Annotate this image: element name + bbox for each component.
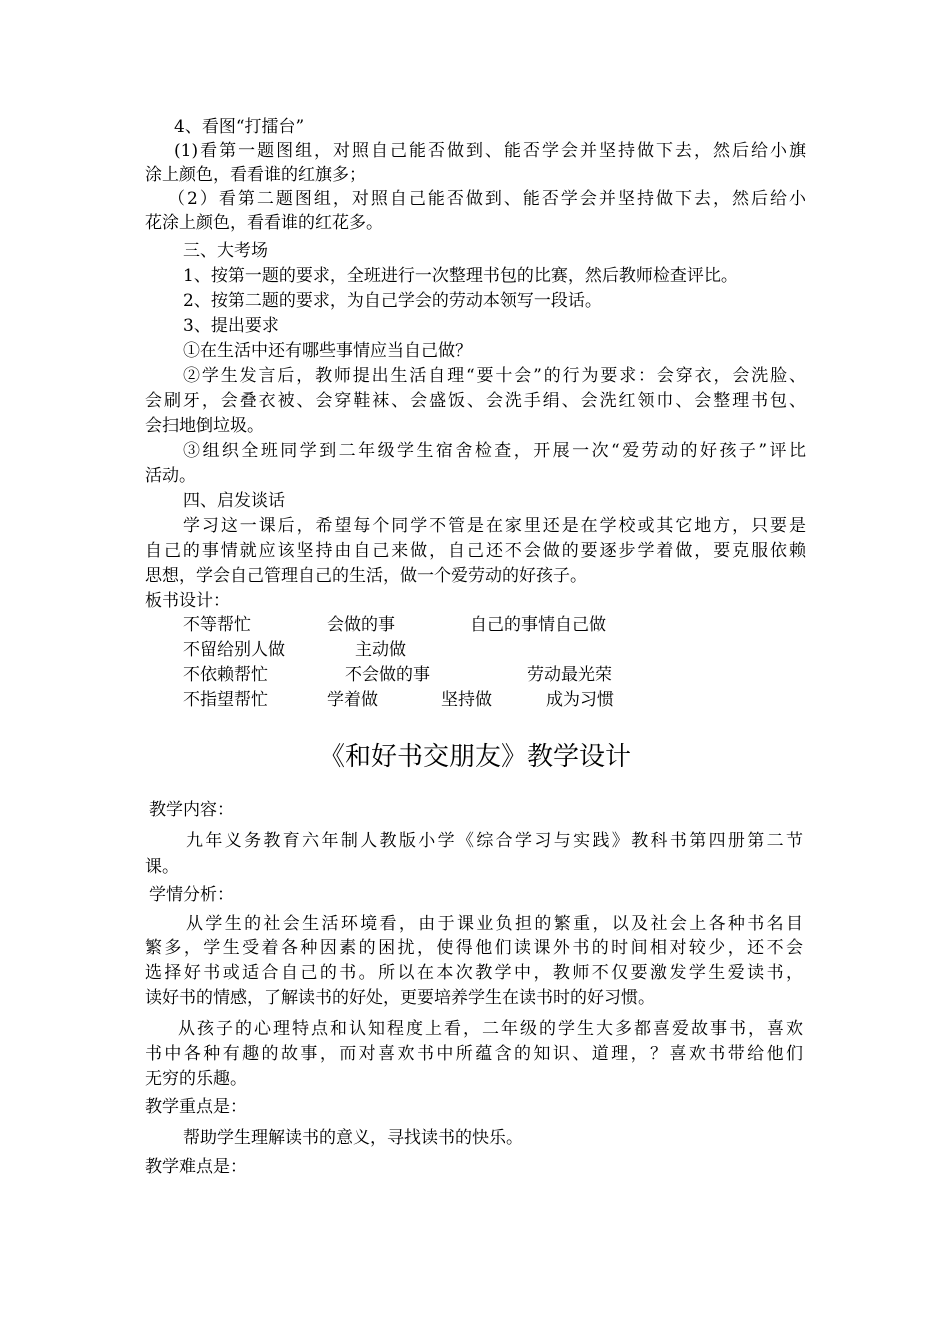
key-point-text: 帮助学生理解读书的意义，寻找读书的快乐。	[183, 1128, 523, 1148]
content-line2: 课。	[145, 857, 179, 877]
key-point-label: 教学重点是：	[145, 1097, 247, 1117]
board-cell: 不依赖帮忙	[183, 665, 268, 685]
analysis-p1-line4: 读好书的情感，了解读书的好处，更要培养学生在读书时的好习惯。	[145, 988, 655, 1008]
part3-item1: 1、按第一题的要求，全班进行一次整理书包的比赛，然后教师检查评比。	[183, 266, 738, 286]
part3-item2: 2、按第二题的要求，为自己学会的劳动本领写一段话。	[183, 291, 602, 311]
board-cell: 劳动最光荣	[527, 665, 612, 685]
requirement-2-line2: 会刷牙，会叠衣被、会穿鞋袜、会盛饭、会洗手绢、会洗红领巾、会整理书包、	[145, 391, 806, 411]
board-cell: 成为习惯	[546, 690, 614, 710]
item4-heading: 4、看图“打擂台”	[174, 117, 305, 137]
requirement-3-line2: 活动。	[145, 466, 196, 486]
requirement-3-line1: ③组织全班同学到二年级学生宿舍检查，开展一次“爱劳动的好孩子”评比	[183, 441, 806, 461]
board-cell: 不等帮忙	[183, 615, 251, 635]
item4-sub2-line1: （2）看第二题图组，对照自己能否做到、能否学会并坚持做下去，然后给小	[168, 189, 806, 209]
analysis-p2-line1: 从孩子的心理特点和认知程度上看，二年级的学生大多都喜爱故事书，喜欢	[178, 1019, 803, 1039]
board-cell: 主动做	[355, 640, 406, 660]
requirement-2-line3: 会扫地倒垃圾。	[145, 416, 264, 436]
analysis-p1-line1: 从学生的社会生活环境看，由于课业负担的繁重，以及社会上各种书名目	[186, 914, 803, 934]
board-cell: 学着做	[327, 690, 378, 710]
board-cell: 坚持做	[441, 690, 492, 710]
analysis-p1-line3: 选择好书或适合自己的书。所以在本次教学中，教师不仅要激发学生爱读书，	[145, 963, 803, 983]
analysis-label: 学情分析：	[149, 885, 234, 905]
requirement-1: ①在生活中还有哪些事情应当自己做？	[183, 341, 472, 361]
requirement-2-line1: ②学生发言后，教师提出生活自理“要十会”的行为要求：会穿衣，会洗脸、	[183, 366, 806, 386]
board-cell: 不指望帮忙	[183, 690, 268, 710]
board-cell: 不留给别人做	[183, 640, 285, 660]
talk-line3: 思想，学会自己管理自己的生活，做一个爱劳动的好孩子。	[145, 566, 587, 586]
part3-item3: 3、提出要求	[183, 316, 279, 336]
talk-line2: 自己的事情就应该坚持由自己来做，自己还不会做的要逐步学着做，要克服依赖	[145, 541, 806, 561]
lesson-title: 《和好书交朋友》教学设计	[318, 742, 631, 772]
board-cell: 会做的事	[327, 615, 395, 635]
content-line1: 九年义务教育六年制人教版小学《综合学习与实践》教科书第四册第二节	[186, 831, 803, 851]
part4-heading: 四、启发谈话	[183, 491, 285, 511]
analysis-p1-line2: 繁多，学生受着各种因素的困扰，使得他们读课外书的时间相对较少，还不会	[145, 938, 803, 958]
analysis-p2-line3: 无穷的乐趣。	[145, 1069, 247, 1089]
item4-sub2-line2: 花涂上颜色，看看谁的红花多。	[145, 213, 383, 233]
item4-sub1-line2: 涂上颜色，看看谁的红旗多；	[145, 165, 366, 185]
difficulty-label: 教学难点是：	[145, 1157, 247, 1177]
content-label: 教学内容：	[149, 800, 234, 820]
item4-sub1-line1: (1)看第一题图组，对照自己能否做到、能否学会并坚持做下去，然后给小旗	[174, 141, 806, 161]
board-design-label: 板书设计：	[145, 591, 230, 611]
part3-heading: 三、大考场	[183, 241, 268, 261]
board-cell: 自己的事情自己做	[470, 615, 606, 635]
board-cell: 不会做的事	[345, 665, 430, 685]
talk-line1: 学习这一课后，希望每个同学不管是在家里还是在学校或其它地方，只要是	[183, 516, 806, 536]
analysis-p2-line2: 书中各种有趣的故事，而对喜欢书中所蕴含的知识、道理，？喜欢书带给他们	[145, 1044, 803, 1064]
